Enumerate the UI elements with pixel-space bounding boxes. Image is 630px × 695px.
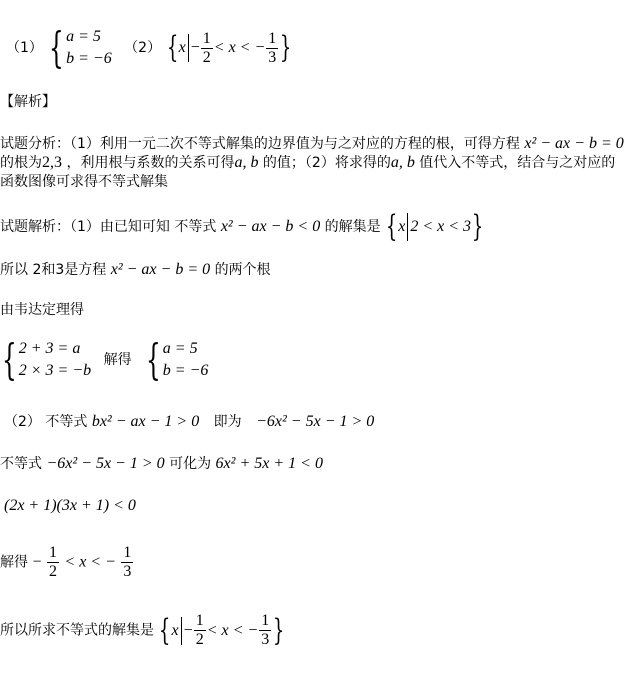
answer-system-1: { a = 5 b = −6 xyxy=(49,23,112,72)
solution-line-1: 试题解析：（1）由已知可知 不等式 x² − ax − b < 0 的解集是 { x 2 < x < 3 } xyxy=(0,209,484,244)
result-system: { a = 5 b = −6 xyxy=(146,335,209,384)
solution-line-3: 由韦达定理得 xyxy=(0,302,84,318)
answer-eq-a: a = 5 xyxy=(66,28,101,45)
part1-label: （1） xyxy=(6,40,43,56)
analysis-line-2: 的根为2,3 ，利用根与系数的关系可得a, b 的值；（2）将求得的a, b 值代入不等式，结合与之对应的 xyxy=(0,154,616,171)
analysis-line-3: 函数图像可求得不等式解集 xyxy=(0,174,168,190)
final-solution-set: { x − $\frac{1}{2}$ < x < − $\frac{1}{3}$ } xyxy=(159,612,285,648)
vieta-system: { 2 + 3 = a 2 × 3 = −b xyxy=(2,335,92,384)
solution-set-1: { x 2 < x < 3 } xyxy=(385,209,484,244)
vieta-systems: { 2 + 3 = a 2 × 3 = −b 解得 { a = 5 b = −6 xyxy=(0,338,208,382)
solution-line-8: 所以所求不等式的解集是 { x − $\frac{1}{2}$ < x < − $\frac{1}{3}$ } xyxy=(0,612,285,648)
solution-line-2: 所以 2和3是方程 x² − ax − b = 0 的两个根 xyxy=(0,261,271,278)
solution-part2-line: （2） 不等式 bx² − ax − 1 > 0 即为 −6x² − 5x − 1 > 0 xyxy=(4,413,375,430)
solution-line-7: 解得 − $\frac{1}{2}$ < x < − $\frac{1}{3}$ xyxy=(0,544,132,580)
answer-set-2: { x − $\frac{1}{2}$ < x < − $\frac{1}{3}$ } xyxy=(166,29,292,66)
answer-line xyxy=(6,23,292,72)
answer-eq-b: b = −6 xyxy=(66,50,112,67)
analysis-line-1: 试题分析：（1）利用一元二次不等式解集的边界值为与之对应的方程的根，可得方程 x² − ax − b = 0 xyxy=(0,135,624,152)
analysis-heading: 【解析】 xyxy=(0,94,56,110)
solution-line-5: 不等式 −6x² − 5x − 1 > 0 可化为 6x² + 5x + 1 < 0 xyxy=(0,455,323,472)
solution-line-6: (2x + 1)(3x + 1) < 0 xyxy=(4,497,136,514)
part2-label: （2） xyxy=(124,40,162,56)
